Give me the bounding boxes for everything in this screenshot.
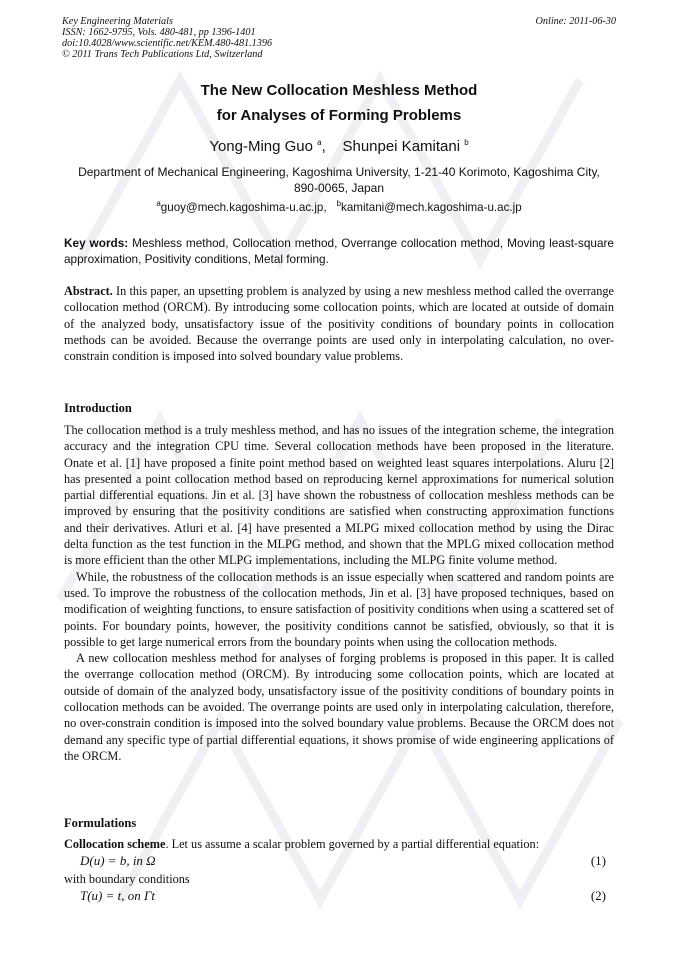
paragraph: A new collocation meshless method for analyses of forging problems is proposed in this paper. It is called the overrange collocation method (ORCM). By introducing some collocation points, which are located at outside of domain of the analyzed body, unsatisfactory issue of the positivity conditions of boundary points in collocation methods can be avoided. The overrange points are used only in interpolating calculation, therefore, no over-constrain condition is imposed into the solved boundary value problems. Because the ORCM does not demand any specific type of partial differential equations, it shows promise of wide engineering applications of the ORCM.: [64, 651, 614, 763]
paper-title-line-2: for Analyses of Forming Problems: [216, 107, 462, 124]
email-link[interactable]: guoy@mech.kagoshima-u.ac.jp,: [160, 201, 327, 214]
paragraph: While, the robustness of the collocation methods is an issue especially when scattered and random points are used. To improve the robustness of the collocation methods, Jin et al. [3] have proposed techniques, based on modification of weighting functions, to ensure satisfaction of positivity conditions when using a scattered set of points. For boundary points, however, the positivity conditions cannot be satisfied, obviously, so that it is possible to get large numerical errors from the boundary points when using the collocation methods.: [64, 569, 614, 649]
journal-header: [62, 16, 616, 60]
abstract: [64, 283, 614, 364]
keywords-label: Key words:: [64, 236, 129, 250]
author-mark: b: [464, 138, 469, 147]
collocation-scheme-line: [64, 836, 614, 852]
affiliation-line-2: 890-0065, Japan: [293, 181, 385, 195]
copyright-line: © 2011 Trans Tech Publications Ltd, Switzerland: [62, 49, 263, 60]
online-date: Online: 2011-06-30: [535, 16, 616, 27]
equation-number: (1): [590, 853, 606, 868]
boundary-conditions-text: with boundary conditions: [64, 872, 190, 886]
author-list: [0, 138, 678, 156]
equation-text: D(u) = b, in Ω: [80, 853, 156, 868]
doi-line: doi:10.4028/www.scientific.net/KEM.480-481.1396: [62, 38, 273, 49]
email-link[interactable]: kamitani@mech.kagoshima-u.ac.jp: [341, 201, 522, 214]
author-emails: [0, 201, 678, 215]
email-mark: b: [336, 199, 342, 209]
formulations-heading: Formulations: [64, 816, 137, 830]
equation-1: [64, 852, 614, 870]
equation-number: (2): [590, 888, 606, 903]
equation-2: [64, 887, 614, 905]
paragraph: The collocation method is a truly meshless method, and has no issues of the integration scheme, the integration accuracy and the integration CPU time. Several collocation methods have been proposed in the literature. Onate et al. [1] have proposed a finite point method based on weighted least squares interpolations. Aluru [2] has presented a point collocation method based on reproducing kernel approximations for numerical solution partial differential equations. Jin et al. [3] have shown the robustness of collocation meshless methods can be improved by ensuring that the positivity conditions are satisfied when constructing approximation functions and their derivatives. Atluri et al. [4] have presented a MLPG mixed collocation method by using the Dirac delta function as the test function in the MLPG method, and shown that the MPLG mixed collocation method is more efficient than the other MLPG implementations, including the MLPG finite volume method.: [64, 423, 614, 568]
author-name: Shunpei Kamitani: [342, 138, 461, 155]
author-name: Yong-Ming Guo: [209, 138, 313, 155]
affiliation: [62, 164, 616, 196]
scheme-text: . Let us assume a scalar problem governed by a partial differential equation:: [165, 837, 540, 851]
abstract-label: Abstract.: [64, 284, 113, 298]
email-mark: a: [156, 199, 161, 209]
affiliation-line-1: Department of Mechanical Engineering, Kagoshima University, 1-21-40 Korimoto, Kagoshima City,: [78, 165, 600, 179]
author-separator: ,: [321, 138, 326, 155]
paper-title-line-1: The New Collocation Meshless Method: [200, 82, 478, 99]
keywords: [64, 235, 614, 267]
abstract-text: In this paper, an upsetting problem is analyzed by using a new meshless method called the overrange collocation method (ORCM). By introducing some collocation points, which are located at outside of domain of the analyzed body, unsatisfactory issue of the positivity conditions of boundary points in collocation methods can be avoided. Because the overrange points are used only in interpolating calculation, no over-constrain condition is imposed into solved boundary value problems.: [64, 284, 615, 364]
author-mark: a: [317, 138, 322, 147]
journal-name: Key Engineering Materials: [62, 16, 173, 27]
introduction-body: [64, 422, 614, 764]
introduction-heading: Introduction: [64, 401, 132, 415]
equation-text: T(u) = t, on Γt: [80, 888, 156, 903]
keywords-text: Meshless method, Collocation method, Overrange collocation method, Moving least-square approximation, Positivity conditions, Metal forming.: [64, 236, 614, 266]
scheme-label: Collocation scheme: [64, 837, 166, 851]
issn-line: ISSN: 1662-9795, Vols. 480-481, pp 1396-1401: [62, 27, 256, 38]
